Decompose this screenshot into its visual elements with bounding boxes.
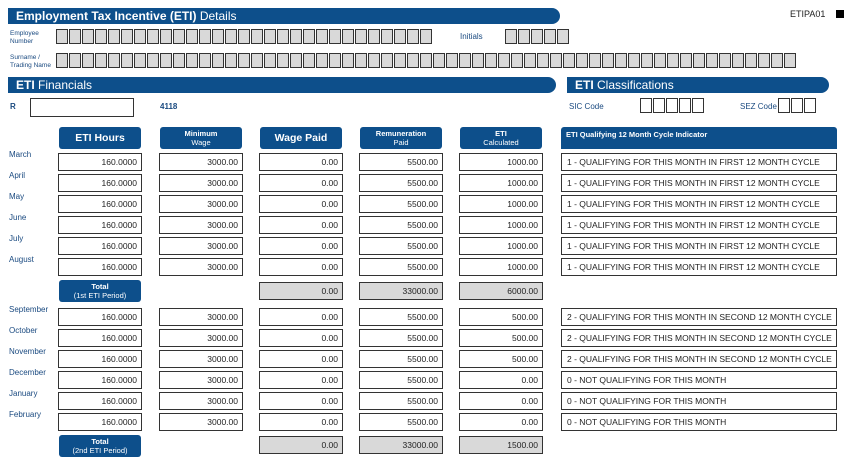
eti-hours-field[interactable]: 160.0000 xyxy=(58,308,142,326)
wage-paid-field[interactable]: 0.00 xyxy=(259,413,343,431)
financials-header: ETI Financials xyxy=(8,77,556,93)
col-minimum-wage: Minimum Wage xyxy=(160,127,242,149)
sic-code-field[interactable] xyxy=(640,98,704,113)
indicator-field[interactable]: 1 - QUALIFYING FOR THIS MONTH IN FIRST 12 MONTH CYCLE xyxy=(561,258,837,276)
char-box[interactable] xyxy=(433,53,445,68)
r-label: R xyxy=(10,102,16,111)
wage-paid-field[interactable]: 0.00 xyxy=(259,237,343,255)
minimum-wage-field[interactable]: 3000.00 xyxy=(159,258,243,276)
r-input[interactable] xyxy=(30,98,134,117)
char-box[interactable] xyxy=(589,53,601,68)
wage-paid-field[interactable]: 0.00 xyxy=(259,195,343,213)
minimum-wage-field[interactable]: 3000.00 xyxy=(159,174,243,192)
initials-label: Initials xyxy=(460,32,483,41)
char-box[interactable] xyxy=(225,29,237,44)
char-box[interactable] xyxy=(303,53,315,68)
eti-hours-field[interactable]: 160.0000 xyxy=(58,258,142,276)
indicator-field[interactable]: 0 - NOT QUALIFYING FOR THIS MONTH xyxy=(561,392,837,410)
remuneration-field[interactable]: 5500.00 xyxy=(359,413,443,431)
char-box[interactable] xyxy=(290,29,302,44)
char-box[interactable] xyxy=(745,53,757,68)
eti-calculated-field[interactable]: 1000.00 xyxy=(459,237,543,255)
char-box[interactable] xyxy=(641,53,653,68)
char-box[interactable] xyxy=(771,53,783,68)
char-box[interactable] xyxy=(459,53,471,68)
char-box[interactable] xyxy=(706,53,718,68)
char-box[interactable] xyxy=(212,29,224,44)
char-box[interactable] xyxy=(355,53,367,68)
char-box[interactable] xyxy=(108,53,120,68)
char-box[interactable] xyxy=(225,53,237,68)
char-box[interactable] xyxy=(277,29,289,44)
char-box[interactable] xyxy=(537,53,549,68)
minimum-wage-field[interactable]: 3000.00 xyxy=(159,153,243,171)
indicator-field[interactable]: 2 - QUALIFYING FOR THIS MONTH IN SECOND 12 MONTH CYCLE xyxy=(561,308,837,326)
indicator-field[interactable]: 1 - QUALIFYING FOR THIS MONTH IN FIRST 12 MONTH CYCLE xyxy=(561,174,837,192)
char-box[interactable] xyxy=(719,53,731,68)
minimum-wage-field[interactable]: 3000.00 xyxy=(159,329,243,347)
month-label: January xyxy=(9,389,38,398)
eti-calculated-field[interactable]: 0.00 xyxy=(459,413,543,431)
sez-code-label: SEZ Code xyxy=(740,102,777,111)
initials-field[interactable] xyxy=(505,29,569,44)
char-box[interactable] xyxy=(95,53,107,68)
indicator-field[interactable]: 0 - NOT QUALIFYING FOR THIS MONTH xyxy=(561,371,837,389)
col-eti-calculated: ETI Calculated xyxy=(460,127,542,149)
char-box[interactable] xyxy=(784,53,796,68)
char-box[interactable] xyxy=(576,53,588,68)
char-box[interactable] xyxy=(355,29,367,44)
wage-paid-field[interactable]: 0.00 xyxy=(259,216,343,234)
eti-hours-field[interactable]: 160.0000 xyxy=(58,413,142,431)
month-label: May xyxy=(9,192,25,201)
sez-code-field[interactable] xyxy=(778,98,816,113)
char-box[interactable] xyxy=(667,53,679,68)
remuneration-field[interactable]: 5500.00 xyxy=(359,258,443,276)
char-box[interactable] xyxy=(518,29,530,44)
eti-hours-field[interactable]: 160.0000 xyxy=(58,237,142,255)
details-title-bold: Employment Tax Incentive (ETI) xyxy=(16,9,197,23)
char-box[interactable] xyxy=(368,29,380,44)
char-box[interactable] xyxy=(342,53,354,68)
eti-calculated-field[interactable]: 500.00 xyxy=(459,350,543,368)
char-box[interactable] xyxy=(666,98,678,113)
char-box[interactable] xyxy=(199,53,211,68)
char-box[interactable] xyxy=(186,29,198,44)
form-code: ETIPA01 xyxy=(790,9,826,19)
eti-calculated-field[interactable]: 0.00 xyxy=(459,371,543,389)
char-box[interactable] xyxy=(602,53,614,68)
char-box[interactable] xyxy=(69,53,81,68)
char-box[interactable] xyxy=(290,53,302,68)
char-box[interactable] xyxy=(544,29,556,44)
char-box[interactable] xyxy=(628,53,640,68)
remuneration-field[interactable]: 5500.00 xyxy=(359,216,443,234)
remuneration-field[interactable]: 5500.00 xyxy=(359,153,443,171)
char-box[interactable] xyxy=(511,53,523,68)
wage-paid-field[interactable]: 0.00 xyxy=(259,329,343,347)
wage-paid-field[interactable]: 0.00 xyxy=(259,308,343,326)
indicator-field[interactable]: 1 - QUALIFYING FOR THIS MONTH IN FIRST 12 MONTH CYCLE xyxy=(561,216,837,234)
minimum-wage-field[interactable]: 3000.00 xyxy=(159,371,243,389)
char-box[interactable] xyxy=(121,29,133,44)
char-box[interactable] xyxy=(679,98,691,113)
char-box[interactable] xyxy=(108,29,120,44)
remuneration-field[interactable]: 5500.00 xyxy=(359,174,443,192)
total1-wage-paid: 0.00 xyxy=(259,282,343,300)
wage-paid-field[interactable]: 0.00 xyxy=(259,350,343,368)
char-box[interactable] xyxy=(394,29,406,44)
char-box[interactable] xyxy=(264,29,276,44)
indicator-field[interactable]: 2 - QUALIFYING FOR THIS MONTH IN SECOND 12 MONTH CYCLE xyxy=(561,329,837,347)
sic-code-label: SIC Code xyxy=(569,102,604,111)
month-label: November xyxy=(9,347,46,356)
total-period-1-label: Total (1st ETI Period) xyxy=(59,280,141,302)
indicator-field[interactable]: 1 - QUALIFYING FOR THIS MONTH IN FIRST 12 MONTH CYCLE xyxy=(561,153,837,171)
eti-calculated-field[interactable]: 500.00 xyxy=(459,308,543,326)
char-box[interactable] xyxy=(368,53,380,68)
wage-paid-field[interactable]: 0.00 xyxy=(259,392,343,410)
eti-calculated-field[interactable]: 1000.00 xyxy=(459,174,543,192)
char-box[interactable] xyxy=(420,29,432,44)
remuneration-field[interactable]: 5500.00 xyxy=(359,371,443,389)
char-box[interactable] xyxy=(407,53,419,68)
eti-hours-field[interactable]: 160.0000 xyxy=(58,350,142,368)
month-label: August xyxy=(9,255,34,264)
r-code: 4118 xyxy=(160,102,178,111)
char-box[interactable] xyxy=(732,53,744,68)
char-box[interactable] xyxy=(680,53,692,68)
char-box[interactable] xyxy=(173,53,185,68)
total1-remuneration: 33000.00 xyxy=(359,282,443,300)
minimum-wage-field[interactable]: 3000.00 xyxy=(159,195,243,213)
eti-calculated-field[interactable]: 1000.00 xyxy=(459,153,543,171)
char-box[interactable] xyxy=(329,53,341,68)
wage-paid-field[interactable]: 0.00 xyxy=(259,174,343,192)
char-box[interactable] xyxy=(82,29,94,44)
eti-hours-field[interactable]: 160.0000 xyxy=(58,392,142,410)
month-label: October xyxy=(9,326,38,335)
char-box[interactable] xyxy=(615,53,627,68)
remuneration-field[interactable]: 5500.00 xyxy=(359,195,443,213)
char-box[interactable] xyxy=(653,98,665,113)
total1-eti: 6000.00 xyxy=(459,282,543,300)
col-remuneration-paid: Remuneration Paid xyxy=(360,127,442,149)
eti-hours-field[interactable]: 160.0000 xyxy=(58,195,142,213)
total2-wage-paid: 0.00 xyxy=(259,436,343,454)
minimum-wage-field[interactable]: 3000.00 xyxy=(159,413,243,431)
char-box[interactable] xyxy=(692,98,704,113)
month-label: July xyxy=(9,234,24,243)
char-box[interactable] xyxy=(563,53,575,68)
char-box[interactable] xyxy=(121,53,133,68)
indicator-field[interactable]: 1 - QUALIFYING FOR THIS MONTH IN FIRST 12 MONTH CYCLE xyxy=(561,195,837,213)
char-box[interactable] xyxy=(446,53,458,68)
char-box[interactable] xyxy=(173,29,185,44)
total2-eti: 1500.00 xyxy=(459,436,543,454)
char-box[interactable] xyxy=(238,29,250,44)
eti-calculated-field[interactable]: 1000.00 xyxy=(459,258,543,276)
char-box[interactable] xyxy=(498,53,510,68)
details-title-rest: Details xyxy=(196,9,237,23)
char-box[interactable] xyxy=(251,53,263,68)
total-period-2-label: Total (2nd ETI Period) xyxy=(59,435,141,457)
char-box[interactable] xyxy=(407,29,419,44)
eti-calculated-field[interactable]: 1000.00 xyxy=(459,216,543,234)
surname-label: Surname / Trading Name xyxy=(10,54,51,69)
char-box[interactable] xyxy=(550,53,562,68)
month-label: September xyxy=(9,305,49,314)
char-box[interactable] xyxy=(791,98,803,113)
remuneration-field[interactable]: 5500.00 xyxy=(359,392,443,410)
wage-paid-field[interactable]: 0.00 xyxy=(259,153,343,171)
details-header xyxy=(8,8,560,24)
classifications-header: ETI Classifications xyxy=(567,77,829,93)
char-box[interactable] xyxy=(381,53,393,68)
minimum-wage-field[interactable]: 3000.00 xyxy=(159,308,243,326)
eti-hours-field[interactable]: 160.0000 xyxy=(58,174,142,192)
month-label: June xyxy=(9,213,27,222)
eti-hours-field[interactable]: 160.0000 xyxy=(58,371,142,389)
col-wage-paid: Wage Paid xyxy=(260,127,342,149)
char-box[interactable] xyxy=(524,53,536,68)
surname-field[interactable] xyxy=(56,53,796,68)
char-box[interactable] xyxy=(505,29,517,44)
indicator-field[interactable]: 0 - NOT QUALIFYING FOR THIS MONTH xyxy=(561,413,837,431)
char-box[interactable] xyxy=(303,29,315,44)
char-box[interactable] xyxy=(69,29,81,44)
corner-marker-icon xyxy=(836,10,844,18)
char-box[interactable] xyxy=(147,29,159,44)
char-box[interactable] xyxy=(778,98,790,113)
char-box[interactable] xyxy=(381,29,393,44)
remuneration-field[interactable]: 5500.00 xyxy=(359,308,443,326)
wage-paid-field[interactable]: 0.00 xyxy=(259,258,343,276)
char-box[interactable] xyxy=(557,29,569,44)
remuneration-field[interactable]: 5500.00 xyxy=(359,237,443,255)
char-box[interactable] xyxy=(316,29,328,44)
char-box[interactable] xyxy=(264,53,276,68)
eti-hours-field[interactable]: 160.0000 xyxy=(58,216,142,234)
char-box[interactable] xyxy=(758,53,770,68)
char-box[interactable] xyxy=(56,29,68,44)
minimum-wage-field[interactable]: 3000.00 xyxy=(159,216,243,234)
col-indicator: ETI Qualifying 12 Month Cycle Indicator xyxy=(561,127,837,149)
char-box[interactable] xyxy=(134,29,146,44)
char-box[interactable] xyxy=(212,53,224,68)
month-label: March xyxy=(9,150,32,159)
minimum-wage-field[interactable]: 3000.00 xyxy=(159,392,243,410)
eti-calculated-field[interactable]: 1000.00 xyxy=(459,195,543,213)
indicator-field[interactable]: 1 - QUALIFYING FOR THIS MONTH IN FIRST 12 MONTH CYCLE xyxy=(561,237,837,255)
char-box[interactable] xyxy=(329,29,341,44)
char-box[interactable] xyxy=(316,53,328,68)
char-box[interactable] xyxy=(472,53,484,68)
total2-remuneration: 33000.00 xyxy=(359,436,443,454)
char-box[interactable] xyxy=(199,29,211,44)
char-box[interactable] xyxy=(238,53,250,68)
char-box[interactable] xyxy=(531,29,543,44)
char-box[interactable] xyxy=(640,98,652,113)
char-box[interactable] xyxy=(251,29,263,44)
char-box[interactable] xyxy=(82,53,94,68)
char-box[interactable] xyxy=(56,53,68,68)
eti-hours-field[interactable]: 160.0000 xyxy=(58,329,142,347)
minimum-wage-field[interactable]: 3000.00 xyxy=(159,350,243,368)
month-label: April xyxy=(9,171,26,180)
char-box[interactable] xyxy=(160,53,172,68)
eti-calculated-field[interactable]: 0.00 xyxy=(459,392,543,410)
char-box[interactable] xyxy=(394,53,406,68)
month-label: December xyxy=(9,368,46,377)
char-box[interactable] xyxy=(804,98,816,113)
char-box[interactable] xyxy=(420,53,432,68)
char-box[interactable] xyxy=(654,53,666,68)
eti-hours-field[interactable]: 160.0000 xyxy=(58,153,142,171)
char-box[interactable] xyxy=(186,53,198,68)
minimum-wage-field[interactable]: 3000.00 xyxy=(159,237,243,255)
eti-calculated-field[interactable]: 500.00 xyxy=(459,329,543,347)
char-box[interactable] xyxy=(277,53,289,68)
month-label: February xyxy=(9,410,42,419)
char-box[interactable] xyxy=(147,53,159,68)
char-box[interactable] xyxy=(485,53,497,68)
employee-number-field[interactable] xyxy=(56,29,432,44)
remuneration-field[interactable]: 5500.00 xyxy=(359,350,443,368)
char-box[interactable] xyxy=(95,29,107,44)
indicator-field[interactable]: 2 - QUALIFYING FOR THIS MONTH IN SECOND 12 MONTH CYCLE xyxy=(561,350,837,368)
char-box[interactable] xyxy=(342,29,354,44)
wage-paid-field[interactable]: 0.00 xyxy=(259,371,343,389)
char-box[interactable] xyxy=(134,53,146,68)
char-box[interactable] xyxy=(693,53,705,68)
employee-number-label: Employee Number xyxy=(10,30,39,45)
char-box[interactable] xyxy=(160,29,172,44)
col-eti-hours: ETI Hours xyxy=(59,127,141,149)
remuneration-field[interactable]: 5500.00 xyxy=(359,329,443,347)
